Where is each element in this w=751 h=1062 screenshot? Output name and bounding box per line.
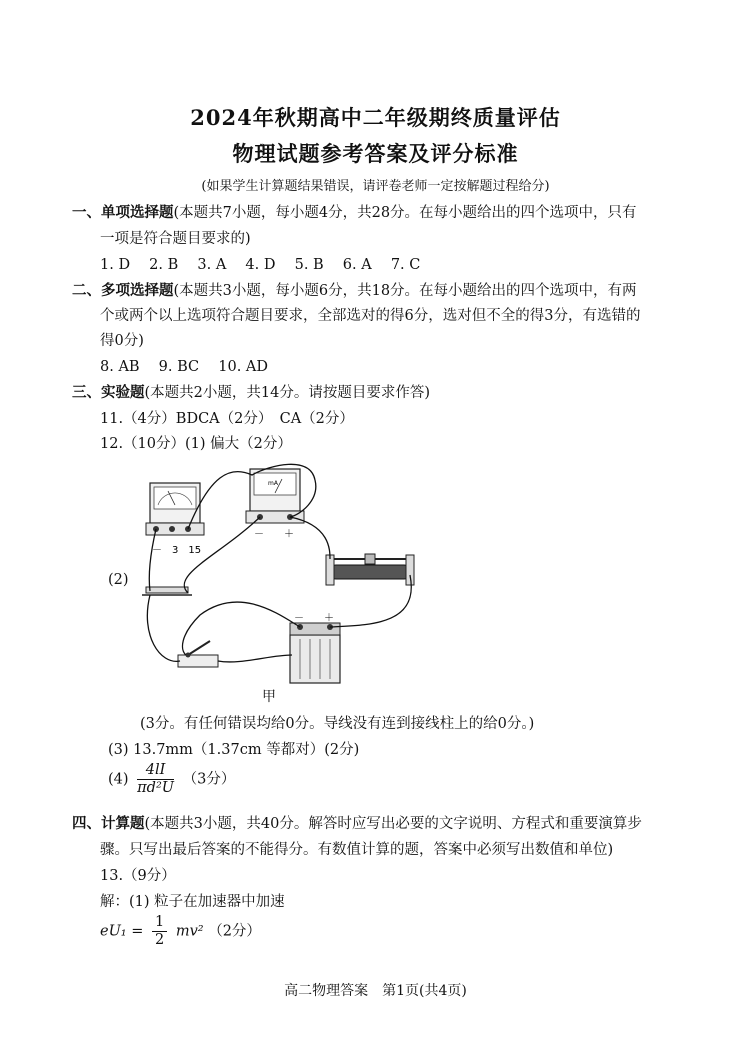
section-4-heading xyxy=(72,812,642,833)
part-4-score: （3分） xyxy=(182,771,236,788)
voltmeter-terminal-labels: － 3 15 xyxy=(152,545,202,556)
equation-fraction xyxy=(152,914,167,949)
question-12-part-2-label: (2) xyxy=(108,572,129,588)
question-11-answer: 11.（4分）BDCA（2分） CA（2分） xyxy=(100,411,354,427)
section-2-heading xyxy=(72,279,637,300)
part-4-label: (4) xyxy=(108,771,129,788)
page-footer: 高二物理答案 第1页(共4页) xyxy=(284,983,467,999)
section-1-title: 一、单项选择题 xyxy=(72,204,174,221)
section-1-heading xyxy=(72,201,637,222)
section-4-title: 四、计算题 xyxy=(72,815,145,832)
question-13-heading: 13.（9分） xyxy=(100,868,176,884)
figure-caption: 甲 xyxy=(262,689,276,705)
svg-text:mA: mA xyxy=(268,480,278,487)
part-4-formula xyxy=(137,762,174,797)
section-2-title: 二、多项选择题 xyxy=(72,282,174,299)
question-13-solution-intro: 解：(1) 粒子在加速器中加速 xyxy=(100,894,285,910)
equation-numerator: 1 xyxy=(152,914,167,932)
voltmeter-icon xyxy=(146,483,204,535)
question-13-equation xyxy=(100,914,261,949)
section-3-instructions: (本题共2小题，共14分。请按题目要求作答) xyxy=(144,385,430,401)
section-2-instructions-end: 得0分) xyxy=(100,333,144,349)
battery-terminal-labels: － ＋ xyxy=(294,613,334,624)
equation-denominator: 2 xyxy=(154,932,165,948)
circuit-diagram xyxy=(140,455,430,705)
section-1-instructions-cont: 一项是符合题目要求的) xyxy=(100,231,251,247)
grading-note: (如果学生计算题结果错误，请评卷老师一定按解题过程给分) xyxy=(201,179,550,194)
question-12-part-2-note: (3分。有任何错误均给0分。导线没有连到接线柱上的给0分。) xyxy=(140,716,535,732)
section-3-heading xyxy=(72,381,430,402)
equation-left: eU₁ = xyxy=(100,923,144,940)
section-1-answers: 1. D 2. B 3. A 4. D 5. B 6. A 7. C xyxy=(100,257,421,273)
section-2-instructions: (本题共3小题，每小题6分，共18分。在每小题给出的四个选项中，有两 xyxy=(173,283,637,299)
section-1-instructions: (本题共7小题，每小题4分，共28分。在每小题给出的四个选项中，只有 xyxy=(173,205,637,221)
section-2-instructions-cont: 个或两个以上选项符合题目要求，全部选对的得6分，选对但不全的得3分，有选错的 xyxy=(100,308,641,324)
section-4-instructions-cont: 骤。只写出最后答案的不能得分。有数值计算的题，答案中必须写出数值和单位) xyxy=(100,842,614,858)
part-4-formula-numerator: 4lI xyxy=(137,762,174,780)
question-12-answer-1: 12.（10分）(1) 偏大（2分） xyxy=(100,436,292,452)
section-3-title: 三、实验题 xyxy=(72,384,145,401)
section-4-instructions: (本题共3小题，共40分。解答时应写出必要的文字说明、方程式和重要演算步 xyxy=(144,816,642,832)
rheostat-icon xyxy=(326,554,414,585)
part-4-formula-denominator: πd²U xyxy=(137,780,175,796)
switch-icon xyxy=(178,641,218,667)
page-title: 2024年秋期高中二年级期终质量评估 xyxy=(190,105,561,130)
page-subtitle: 物理试题参考答案及评分标准 xyxy=(232,141,519,166)
battery-icon xyxy=(290,623,340,683)
ammeter-terminal-labels: － ＋ xyxy=(254,529,294,540)
question-12-part-4-answer xyxy=(108,762,235,797)
question-12-part-3-answer: (3) 13.7mm（1.37cm 等都对）(2分) xyxy=(108,742,360,758)
equation-score: （2分） xyxy=(208,923,261,940)
equation-right: mv² xyxy=(175,923,204,940)
section-2-answers: 8. AB 9. BC 10. AD xyxy=(100,359,269,375)
